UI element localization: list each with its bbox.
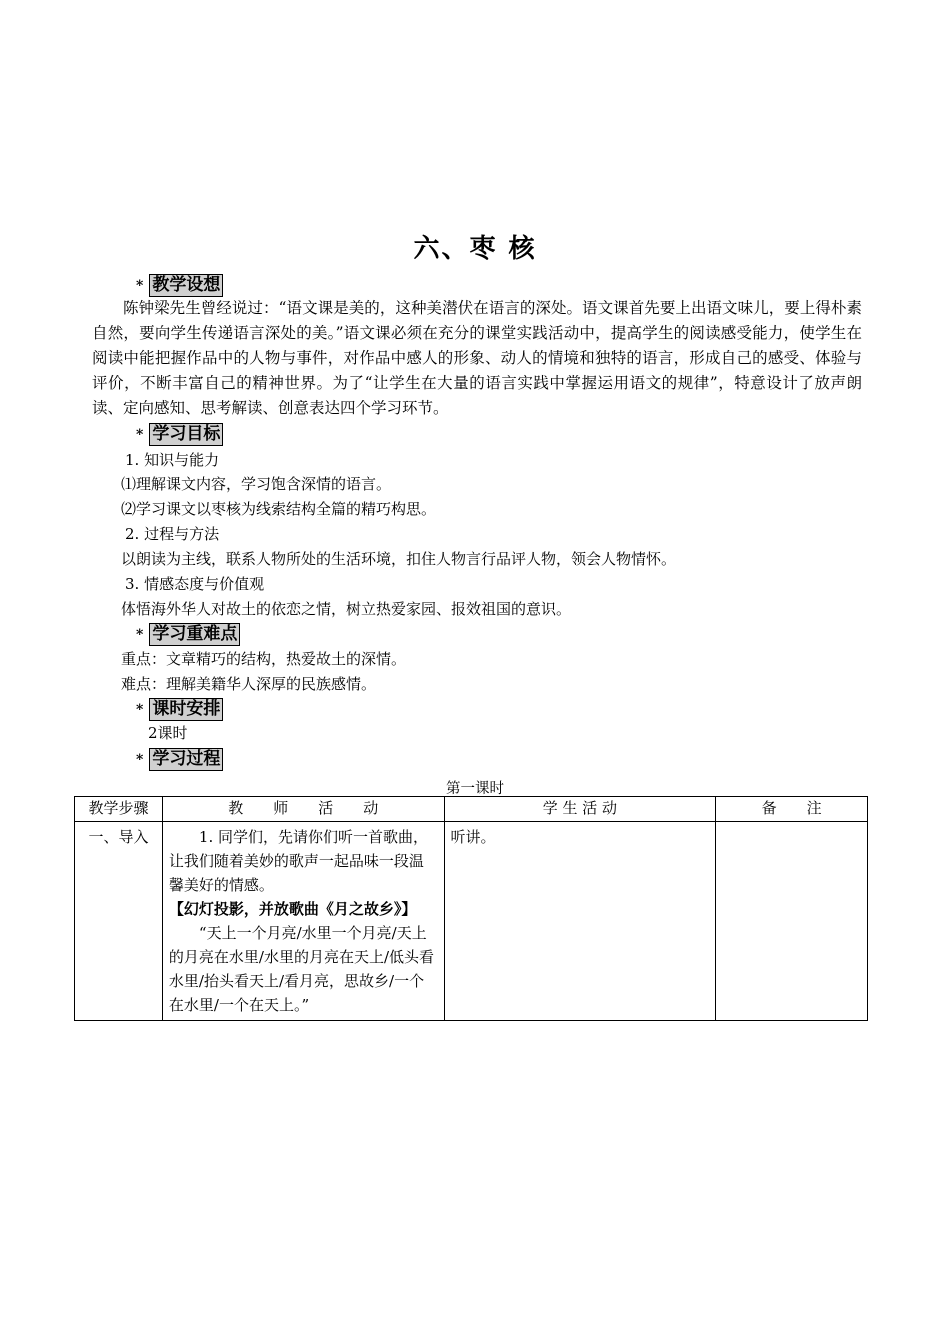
table-header-row [75, 797, 868, 822]
column-header: 教 师 活 动 [162, 797, 444, 822]
column-header: 教学步骤 [75, 797, 163, 822]
goal-line: 2. 过程与方法 [125, 525, 220, 543]
bullet-star-icon: * [136, 426, 144, 443]
goal-line: 3. 情感态度与价值观 [125, 575, 265, 593]
step-cell: 一、导入 [75, 822, 163, 1021]
heading-label: 学习过程 [149, 748, 223, 771]
key-point-line: 难点：理解美籍华人深厚的民族感情。 [121, 675, 377, 693]
section-heading-key-points [136, 622, 240, 646]
goal-line: 体悟海外华人对故土的依恋之情，树立热爱家园、报效祖国的意识。 [121, 600, 572, 618]
lesson-table [74, 796, 868, 1021]
section-heading-goals [136, 422, 223, 446]
bullet-star-icon: * [136, 751, 144, 768]
goal-line: 1. 知识与能力 [125, 451, 220, 469]
goal-line: 以朗读为主线，联系人物所处的生活环境，扣住人物言行品评人物，领会人物情怀。 [121, 550, 677, 568]
teacher-activity-cell [162, 822, 444, 1021]
heading-label: 学习目标 [149, 423, 223, 446]
student-activity-cell: 听讲。 [444, 822, 716, 1021]
heading-label: 学习重难点 [149, 623, 240, 646]
key-point-line: 重点：文章精巧的结构，热爱故土的深情。 [121, 650, 407, 668]
teacher-activity-text: 1. 同学们，先请你们听一首歌曲，让我们随着美妙的歌声一起品味一段温馨美好的情感。 [168, 828, 429, 894]
heading-label: 教学设想 [149, 274, 223, 297]
schedule-text: 2课时 [148, 724, 188, 742]
goal-line: ⑴理解课文内容，学习饱含深情的语言。 [121, 475, 392, 493]
teacher-activity-text: “天上一个月亮/水里一个月亮/天上的月亮在水里/水里的月亮在天上/低头看水里/抬头看天上/看月亮，思故乡/一个在水里/一个在天上。” [168, 924, 435, 1014]
table-caption: 第一课时 [446, 781, 504, 797]
bullet-star-icon: * [136, 277, 144, 294]
bullet-star-icon: * [136, 626, 144, 643]
section-heading-schedule [136, 697, 223, 721]
teacher-activity-text: 【幻灯投影，并放歌曲《月之故乡》】 [168, 900, 417, 918]
page-title: 六、枣 核 [413, 234, 537, 264]
section-heading-process [136, 747, 223, 771]
column-header: 学 生 活 动 [444, 797, 716, 822]
goal-line: ⑵学习课文以枣核为线索结构全篇的精巧构思。 [121, 500, 437, 518]
column-header: 备 注 [716, 797, 868, 822]
design-paragraph: 陈钟梁先生曾经说过：“语文课是美的，这种美潜伏在语言的深处。语文课首先要上出语文味儿，要上得朴素自然，要向学生传递语言深处的美。”语文课必须在充分的课堂实践活动中，提高学生的阅读感受能力，使学生在阅读中能把握作品中的人物与事件，对作品中感人的形象、动人的情境和独特的语言，形成自己的感受、体验与评价，不断丰富自己的精神世界。为了“让学生在大量的语言实践中掌握运用语文的规律”，特意设计了放声朗读、定向感知、思考解读、创意表达四个学习环节。 [92, 299, 862, 417]
section-heading-design [136, 273, 223, 297]
heading-label: 课时安排 [149, 698, 223, 721]
table-row [75, 822, 868, 1021]
bullet-star-icon: * [136, 701, 144, 718]
note-cell [716, 822, 868, 1021]
